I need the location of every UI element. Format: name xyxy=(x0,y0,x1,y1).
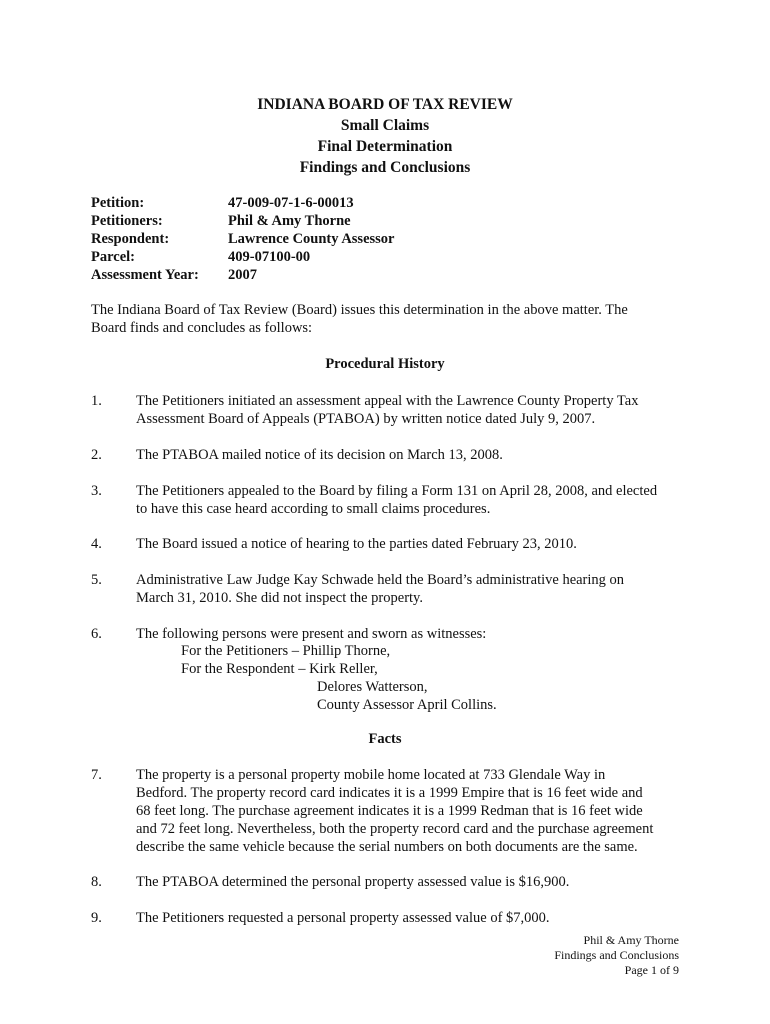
item-3-line-1: The Petitioners appealed to the Board by filing a Form 131 on April 28, 2008, and elected xyxy=(136,483,658,499)
item-7-line-3: 68 feet long. The purchase agreement indicates it is a 1999 Redman that is 16 feet wide xyxy=(136,803,643,819)
intro-line-2: Board finds and concludes as follows: xyxy=(91,320,313,336)
item-6-witness-watterson: Delores Watterson, xyxy=(317,679,428,695)
respondent-label: Respondent: xyxy=(91,231,170,247)
parcel-value: 409-07100-00 xyxy=(228,249,311,265)
item-5-line-1: Administrative Law Judge Kay Schwade held the Board’s administrative hearing on xyxy=(136,572,625,588)
item-number: 1. xyxy=(91,393,102,409)
item-6-line-1: The following persons were present and sworn as witnesses: xyxy=(136,626,487,642)
item-6-witness-petitioners: For the Petitioners – Phillip Thorne, xyxy=(181,643,391,659)
item-7-line-1: The property is a personal property mobile home located at 733 Glendale Way in xyxy=(136,767,606,783)
petitioners-value: Phil & Amy Thorne xyxy=(228,213,351,229)
footer-doc-title: Findings and Conclusions xyxy=(554,948,679,962)
footer-page-number: Page 1 of 9 xyxy=(624,963,679,977)
section-heading-facts: Facts xyxy=(368,731,402,747)
assessment-year-label: Assessment Year: xyxy=(91,267,199,283)
petitioners-label: Petitioners: xyxy=(91,213,163,229)
item-4-line-1: The Board issued a notice of hearing to the parties dated February 23, 2010. xyxy=(136,536,577,552)
item-number: 5. xyxy=(91,572,102,588)
item-number: 9. xyxy=(91,910,102,926)
item-number: 3. xyxy=(91,483,102,499)
assessment-year-value: 2007 xyxy=(228,267,257,283)
item-number: 8. xyxy=(91,874,102,890)
item-1-line-1: The Petitioners initiated an assessment appeal with the Lawrence County Property Tax xyxy=(136,393,639,409)
item-5-line-2: March 31, 2010. She did not inspect the property. xyxy=(136,590,423,606)
item-3-line-2: to have this case heard according to small claims procedures. xyxy=(136,501,491,517)
item-1-line-2: Assessment Board of Appeals (PTABOA) by written notice dated July 9, 2007. xyxy=(136,411,596,427)
item-9-line-1: The Petitioners requested a personal property assessed value of $7,000. xyxy=(136,910,550,926)
item-6-witness-collins: County Assessor April Collins. xyxy=(317,697,497,713)
respondent-value: Lawrence County Assessor xyxy=(228,231,395,247)
item-number: 2. xyxy=(91,447,102,463)
item-8-line-1: The PTABOA determined the personal property assessed value is $16,900. xyxy=(136,874,570,890)
item-7-line-2: Bedford. The property record card indicates it is a 1999 Empire that is 16 feet wide and xyxy=(136,785,643,801)
title-small-claims: Small Claims xyxy=(340,117,430,134)
item-number: 6. xyxy=(91,626,102,642)
item-number: 7. xyxy=(91,767,102,783)
section-heading-procedural-history: Procedural History xyxy=(325,356,445,372)
item-7-line-4: and 72 feet long. Nevertheless, both the property record card and the purchase agreement xyxy=(136,821,654,837)
petition-value: 47-009-07-1-6-00013 xyxy=(228,195,354,211)
petition-label: Petition: xyxy=(91,195,145,211)
footer-petitioners: Phil & Amy Thorne xyxy=(583,933,679,947)
item-number: 4. xyxy=(91,536,102,552)
item-2-line-1: The PTABOA mailed notice of its decision on March 13, 2008. xyxy=(136,447,503,463)
title-final-determination: Final Determination xyxy=(317,138,453,155)
item-7-line-5: describe the same vehicle because the serial numbers on both documents are the same. xyxy=(136,839,638,855)
title-board: INDIANA BOARD OF TAX REVIEW xyxy=(257,96,513,113)
parcel-label: Parcel: xyxy=(91,249,136,265)
item-6-witness-respondent: For the Respondent – Kirk Reller, xyxy=(181,661,378,677)
intro-line-1: The Indiana Board of Tax Review (Board) issues this determination in the above matter. The xyxy=(91,302,628,318)
title-findings: Findings and Conclusions xyxy=(299,159,471,176)
